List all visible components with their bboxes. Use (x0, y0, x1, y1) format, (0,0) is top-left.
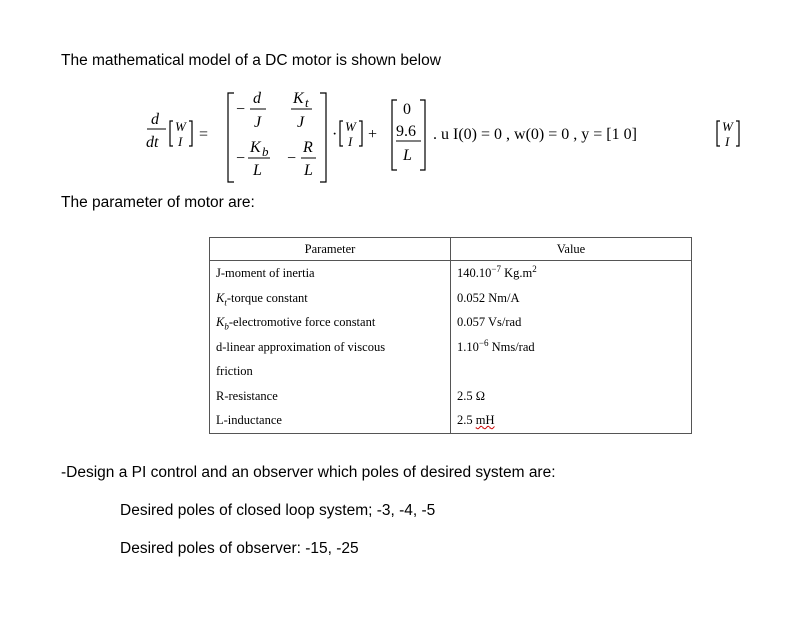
eq-tail: . u I(0) = 0 , w(0) = 0 , y = [1 0] (433, 126, 637, 143)
eq-m12-J: J (297, 114, 305, 131)
header-parameter: Parameter (210, 238, 451, 261)
param-kb: -electromotive force constant (228, 315, 376, 329)
param-r: R-resistance (216, 388, 278, 403)
eq-w1: W (175, 119, 186, 134)
param-kb-sub: b (224, 321, 229, 332)
param-kb-symbol: K (216, 315, 225, 329)
eq-b2: 9.6 (396, 123, 416, 140)
eq-plus: + (368, 126, 378, 143)
eq-m12-K: K (293, 90, 304, 107)
eq-d: d (151, 111, 159, 128)
eq-m21-K: K (250, 139, 261, 156)
header-value: Value (451, 238, 692, 261)
eq-i2: I (348, 134, 353, 149)
value-j-exp: −7 (491, 263, 501, 274)
design-instruction: -Design a PI control and an observer which poles of desired system are: (61, 464, 556, 481)
value-d-base: 1.10 (457, 339, 479, 354)
eq-m21-minus: − (236, 150, 246, 167)
eq-m11-J: J (254, 114, 262, 131)
value-d-unit: Nms/rad (488, 339, 535, 354)
closed-loop-poles: Desired poles of closed loop system; -3, -4, -5 (120, 502, 436, 519)
intro-text: The mathematical model of a DC motor is shown below (61, 52, 441, 69)
param-kt: -torque constant (226, 290, 308, 305)
table-header-row (210, 238, 692, 261)
eq-m22-R: R (303, 139, 313, 156)
eq-m11-minus: − (236, 101, 246, 118)
params-heading: The parameter of motor are: (61, 194, 255, 211)
param-j: J-moment of inertia (216, 266, 315, 280)
parameter-table (209, 237, 692, 434)
eq-m12-t: t (305, 95, 309, 110)
value-l-num: 2.5 (457, 413, 476, 427)
eq-i1: I (178, 134, 183, 149)
value-j-unit-exp: 2 (532, 263, 537, 274)
value-kt: 0.052 Nm/A (457, 290, 520, 305)
eq-b1: 0 (403, 101, 411, 118)
eq-m21-L: L (253, 162, 262, 179)
eq-dot: · (332, 126, 338, 143)
value-d-exp: −6 (478, 337, 489, 348)
value-j-unit: Kg.m (500, 266, 533, 280)
eq-m22-L: L (304, 162, 313, 179)
param-d: d-linear approximation of viscous (216, 339, 386, 354)
state-equation (0, 0, 808, 190)
value-r: 2.5 Ω (457, 388, 486, 403)
eq-m11-d: d (253, 90, 261, 107)
eq-dt: dt (146, 134, 159, 151)
table-row (210, 261, 692, 434)
eq-i3: I (725, 134, 730, 149)
value-kb: 0.057 Vs/rad (457, 315, 522, 329)
eq-m22-minus: − (287, 150, 297, 167)
param-l: L-inductance (216, 413, 282, 427)
eq-w2: W (345, 119, 356, 134)
eq-w3: W (722, 119, 733, 134)
param-kt-sub: t (224, 297, 227, 307)
eq-equals: = (199, 126, 209, 143)
value-j-base: 140.10 (457, 266, 492, 280)
param-d-2: friction (216, 364, 253, 378)
value-l-unit: mH (475, 413, 495, 427)
observer-poles: Desired poles of observer: -15, -25 (120, 540, 359, 557)
eq-b2-L: L (403, 147, 412, 164)
param-kt-symbol: K (216, 290, 225, 305)
eq-m21-b: b (262, 144, 269, 159)
